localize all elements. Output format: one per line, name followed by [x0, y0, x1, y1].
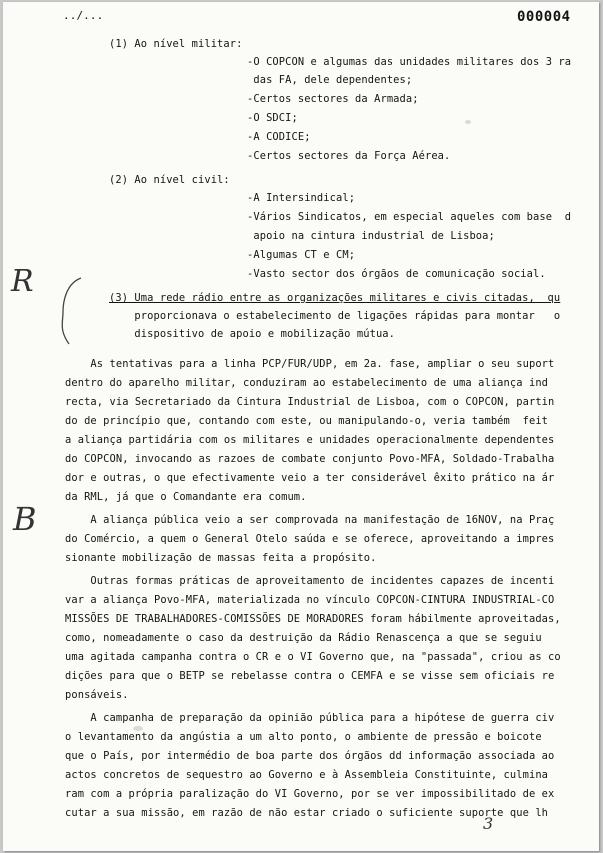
military-item: -A CODICE;	[247, 131, 311, 143]
paragraph-line: A campanha de preparação da opinião pública para a hipótese de guerra civ	[65, 712, 555, 724]
margin-mark-r: R	[11, 264, 34, 299]
paragraph-line: como, nomeadamente o caso da destruição da Rádio Renascença a que se seguiu	[65, 632, 542, 644]
military-item: -O SDCI;	[247, 112, 298, 124]
civil-item: -Algumas CT e CM;	[247, 249, 356, 261]
paragraph-line: cutar a sua missão, em razão de não estar criado o suficiente suporte que lh	[65, 807, 549, 819]
civil-item: -Vários Sindicatos, em especial aqueles com base d	[247, 211, 572, 223]
military-heading: (1) Ao nível militar:	[109, 38, 243, 50]
paragraph-line: a aliança partidária com os militares e unidades operacionalmente dependentes	[65, 434, 555, 446]
continuation-mark: ../...	[63, 9, 104, 22]
paragraph-line: do Comércio, a quem o General Otelo saúda e se oferece, aproveitando a impres	[65, 533, 555, 545]
scan-speck	[465, 120, 471, 124]
paragraph-line: Outras formas práticas de aproveitamento de incidentes capazes de incenti	[65, 575, 555, 587]
paragraph-line: A aliança pública veio a ser comprovada na manifestação de 16NOV, na Praç	[65, 514, 555, 526]
paragraph-line: As tentativas para a linha PCP/FUR/UDP, em 2a. fase, ampliar o seu suport	[65, 358, 555, 370]
margin-bracket	[47, 274, 87, 350]
civil-item: apoio na cintura industrial de Lisboa;	[247, 230, 495, 242]
civil-heading: (2) Ao nível civil:	[109, 174, 230, 186]
military-item: -O COPCON e algumas das unidades militares dos 3 ra	[247, 56, 572, 68]
paragraph-line: do de princípio que, contando com este, ou manipulando-o, veria também feit	[65, 415, 549, 427]
military-item: -Certos sectores da Armada;	[247, 93, 419, 105]
paragraph-line: do COPCON, invocando as razoes de combate conjunto Povo-MFA, Soldado-Trabalha	[65, 453, 555, 465]
civil-item: -Vasto sector dos órgãos de comunicação social.	[247, 268, 546, 280]
paragraph-line: recta, via Secretariado da Cintura Industrial de Lisboa, com o COPCON, partin	[65, 396, 555, 408]
military-item: das FA, dele dependentes;	[247, 74, 413, 86]
paragraph-line: uma agitada campanha contra o CR e o VI Governo que, na "passada", criou as co	[65, 651, 561, 663]
margin-mark-b: B	[13, 500, 37, 538]
military-item: -Certos sectores da Força Aérea.	[247, 150, 451, 162]
document-number: 000004	[517, 9, 571, 25]
paragraph-line: actos concretos de sequestro ao Governo e à Assembleia Constituinte, culmina	[65, 769, 549, 781]
paragraph-line: ponsáveis.	[65, 689, 129, 701]
paragraph-line: que o País, por intermédio de boa parte dos órgãos dd informação associada ao	[65, 750, 555, 762]
network-line: proporcionava o estabelecimento de ligações rápidas para montar o	[109, 310, 561, 322]
paragraph-line: o levantamento da angústia a um alto ponto, o ambiente de pressão e boicote	[65, 731, 542, 743]
page-mark: 3	[483, 814, 494, 833]
paragraph-line: dentro do aparelho militar, conduziram ao estabelecimento de uma aliança ind	[65, 377, 549, 389]
paragraph-line: da RML, já que o Comandante era comum.	[65, 491, 307, 503]
paragraph-line: ram com a própria paralização do VI Governo, por se ver impossibilitado de ex	[65, 788, 555, 800]
paragraph-line: dor e outras, o que efectivamente veio a ter considerável êxito prático na ár	[65, 472, 555, 484]
network-line: dispositivo de apoio e mobilização mútua.	[109, 328, 396, 340]
civil-item: -A Intersindical;	[247, 192, 356, 204]
paragraph-line: sionante mobilização de massas feita a propósito.	[65, 552, 377, 564]
network-line: (3) Uma rede rádio entre as organizações militares e civis citadas, qu	[109, 292, 561, 304]
paragraph-line: var a aliança Povo-MFA, materializada no vínculo COPCON-CINTURA INDUSTRIAL-CO	[65, 594, 555, 606]
paragraph-line: dições para que o BETP se rebelasse contra o CEMFA e se visse sem oficiais re	[65, 670, 555, 682]
paragraph-line: MISSÕES DE TRABALHADORES-COMISSÕES DE MORADORES foram hábilmente aproveitadas,	[65, 613, 561, 625]
document-page	[3, 2, 599, 851]
scan-speck	[133, 726, 143, 731]
